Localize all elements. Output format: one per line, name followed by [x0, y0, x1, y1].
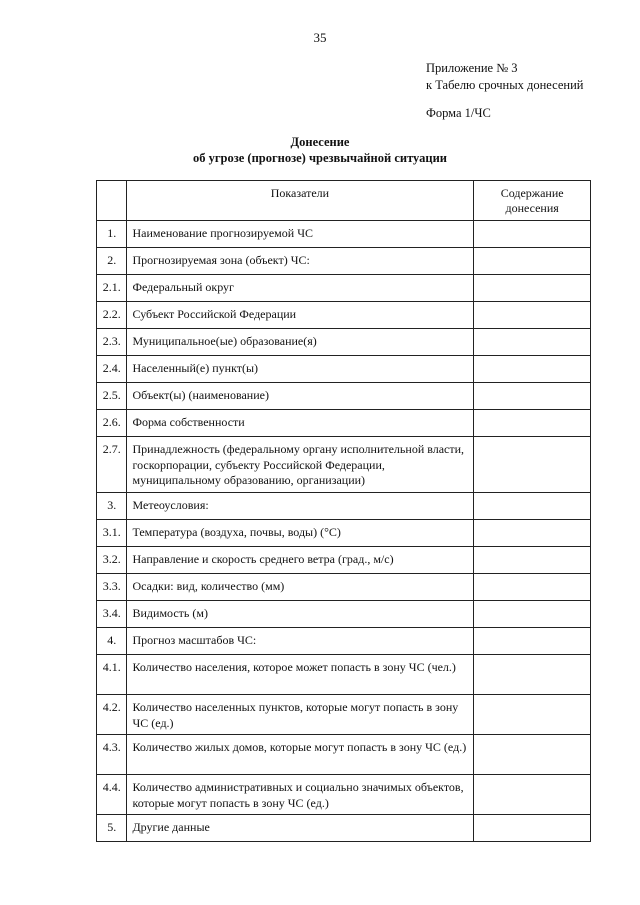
row-number: 3.1. [97, 520, 127, 547]
table-row [97, 695, 591, 735]
row-content-cell[interactable] [474, 775, 591, 815]
row-indicator: Метеоусловия: [127, 493, 474, 520]
document-title [0, 134, 640, 166]
row-indicator: Направление и скорость среднего ветра (град., м/с) [127, 547, 474, 574]
row-indicator: Количество жилых домов, которые могут попасть в зону ЧС (ед.) [127, 735, 474, 775]
row-number: 3.3. [97, 574, 127, 601]
table-row [97, 775, 591, 815]
table-row [97, 574, 591, 601]
row-number: 3. [97, 493, 127, 520]
row-number: 2.2. [97, 302, 127, 329]
row-number: 2.3. [97, 329, 127, 356]
row-indicator: Муниципальное(ые) образование(я) [127, 329, 474, 356]
row-content-cell[interactable] [474, 815, 591, 842]
row-indicator: Количество административных и социально значимых объектов, которые могут попасть в зону ЧС (ед.) [127, 775, 474, 815]
row-indicator: Принадлежность (федеральному органу исполнительной власти, госкорпорации, субъекту Российской Федерации, муниципальному образованию, организации) [127, 437, 474, 493]
row-number: 2.5. [97, 383, 127, 410]
row-content-cell[interactable] [474, 275, 591, 302]
table-row [97, 628, 591, 655]
row-number: 4.4. [97, 775, 127, 815]
row-content-cell[interactable] [474, 493, 591, 520]
row-number: 2.6. [97, 410, 127, 437]
row-indicator: Наименование прогнозируемой ЧС [127, 221, 474, 248]
row-content-cell[interactable] [474, 302, 591, 329]
page-number: 35 [313, 30, 327, 45]
row-number: 4.1. [97, 655, 127, 695]
row-number: 2.7. [97, 437, 127, 493]
table-header-row [97, 181, 591, 221]
row-indicator: Прогноз масштабов ЧС: [127, 628, 474, 655]
table-row [97, 302, 591, 329]
report-table [96, 180, 591, 842]
row-indicator: Температура (воздуха, почвы, воды) (°С) [127, 520, 474, 547]
header-number-cell [97, 181, 127, 221]
row-indicator: Субъект Российской Федерации [127, 302, 474, 329]
form-label: Форма 1/ЧС [426, 106, 491, 120]
row-number: 2.1. [97, 275, 127, 302]
row-content-cell[interactable] [474, 221, 591, 248]
row-indicator: Количество населения, которое может попасть в зону ЧС (чел.) [127, 655, 474, 695]
row-content-cell[interactable] [474, 601, 591, 628]
table-row [97, 383, 591, 410]
appendix-line-2: к Табелю срочных донесений [426, 78, 584, 92]
appendix-line-1: Приложение № 3 [426, 61, 518, 75]
row-indicator: Форма собственности [127, 410, 474, 437]
row-number: 3.4. [97, 601, 127, 628]
row-indicator: Прогнозируемая зона (объект) ЧС: [127, 248, 474, 275]
row-content-cell[interactable] [474, 520, 591, 547]
table-row [97, 655, 591, 695]
row-content-cell[interactable] [474, 356, 591, 383]
row-number: 4.3. [97, 735, 127, 775]
table-row [97, 601, 591, 628]
title-line-2: об угрозе (прогнозе) чрезвычайной ситуации [192, 151, 448, 165]
row-number: 3.2. [97, 547, 127, 574]
row-content-cell[interactable] [474, 574, 591, 601]
row-indicator: Другие данные [127, 815, 474, 842]
table-row [97, 248, 591, 275]
table-row [97, 410, 591, 437]
header-indicators: Показатели [127, 181, 474, 221]
row-content-cell[interactable] [474, 695, 591, 735]
row-content-cell[interactable] [474, 437, 591, 493]
row-indicator: Осадки: вид, количество (мм) [127, 574, 474, 601]
appendix-note [426, 60, 583, 94]
table-row [97, 275, 591, 302]
row-number: 5. [97, 815, 127, 842]
table-row [97, 815, 591, 842]
row-indicator: Объект(ы) (наименование) [127, 383, 474, 410]
row-number: 4. [97, 628, 127, 655]
row-content-cell[interactable] [474, 248, 591, 275]
table-row [97, 437, 591, 493]
table-row [97, 735, 591, 775]
row-content-cell[interactable] [474, 410, 591, 437]
header-content: Содержание донесения [474, 181, 591, 221]
row-indicator: Видимость (м) [127, 601, 474, 628]
title-line-1: Донесение [290, 135, 350, 149]
row-indicator: Количество населенных пунктов, которые могут попасть в зону ЧС (ед.) [127, 695, 474, 735]
row-content-cell[interactable] [474, 735, 591, 775]
table-row [97, 221, 591, 248]
row-content-cell[interactable] [474, 383, 591, 410]
row-number: 2. [97, 248, 127, 275]
row-indicator: Населенный(е) пункт(ы) [127, 356, 474, 383]
row-number: 2.4. [97, 356, 127, 383]
row-content-cell[interactable] [474, 329, 591, 356]
row-content-cell[interactable] [474, 655, 591, 695]
row-content-cell[interactable] [474, 628, 591, 655]
row-number: 4.2. [97, 695, 127, 735]
table-row [97, 520, 591, 547]
row-content-cell[interactable] [474, 547, 591, 574]
table-row [97, 329, 591, 356]
row-indicator: Федеральный округ [127, 275, 474, 302]
table-row [97, 493, 591, 520]
table-row [97, 547, 591, 574]
row-number: 1. [97, 221, 127, 248]
table-row [97, 356, 591, 383]
